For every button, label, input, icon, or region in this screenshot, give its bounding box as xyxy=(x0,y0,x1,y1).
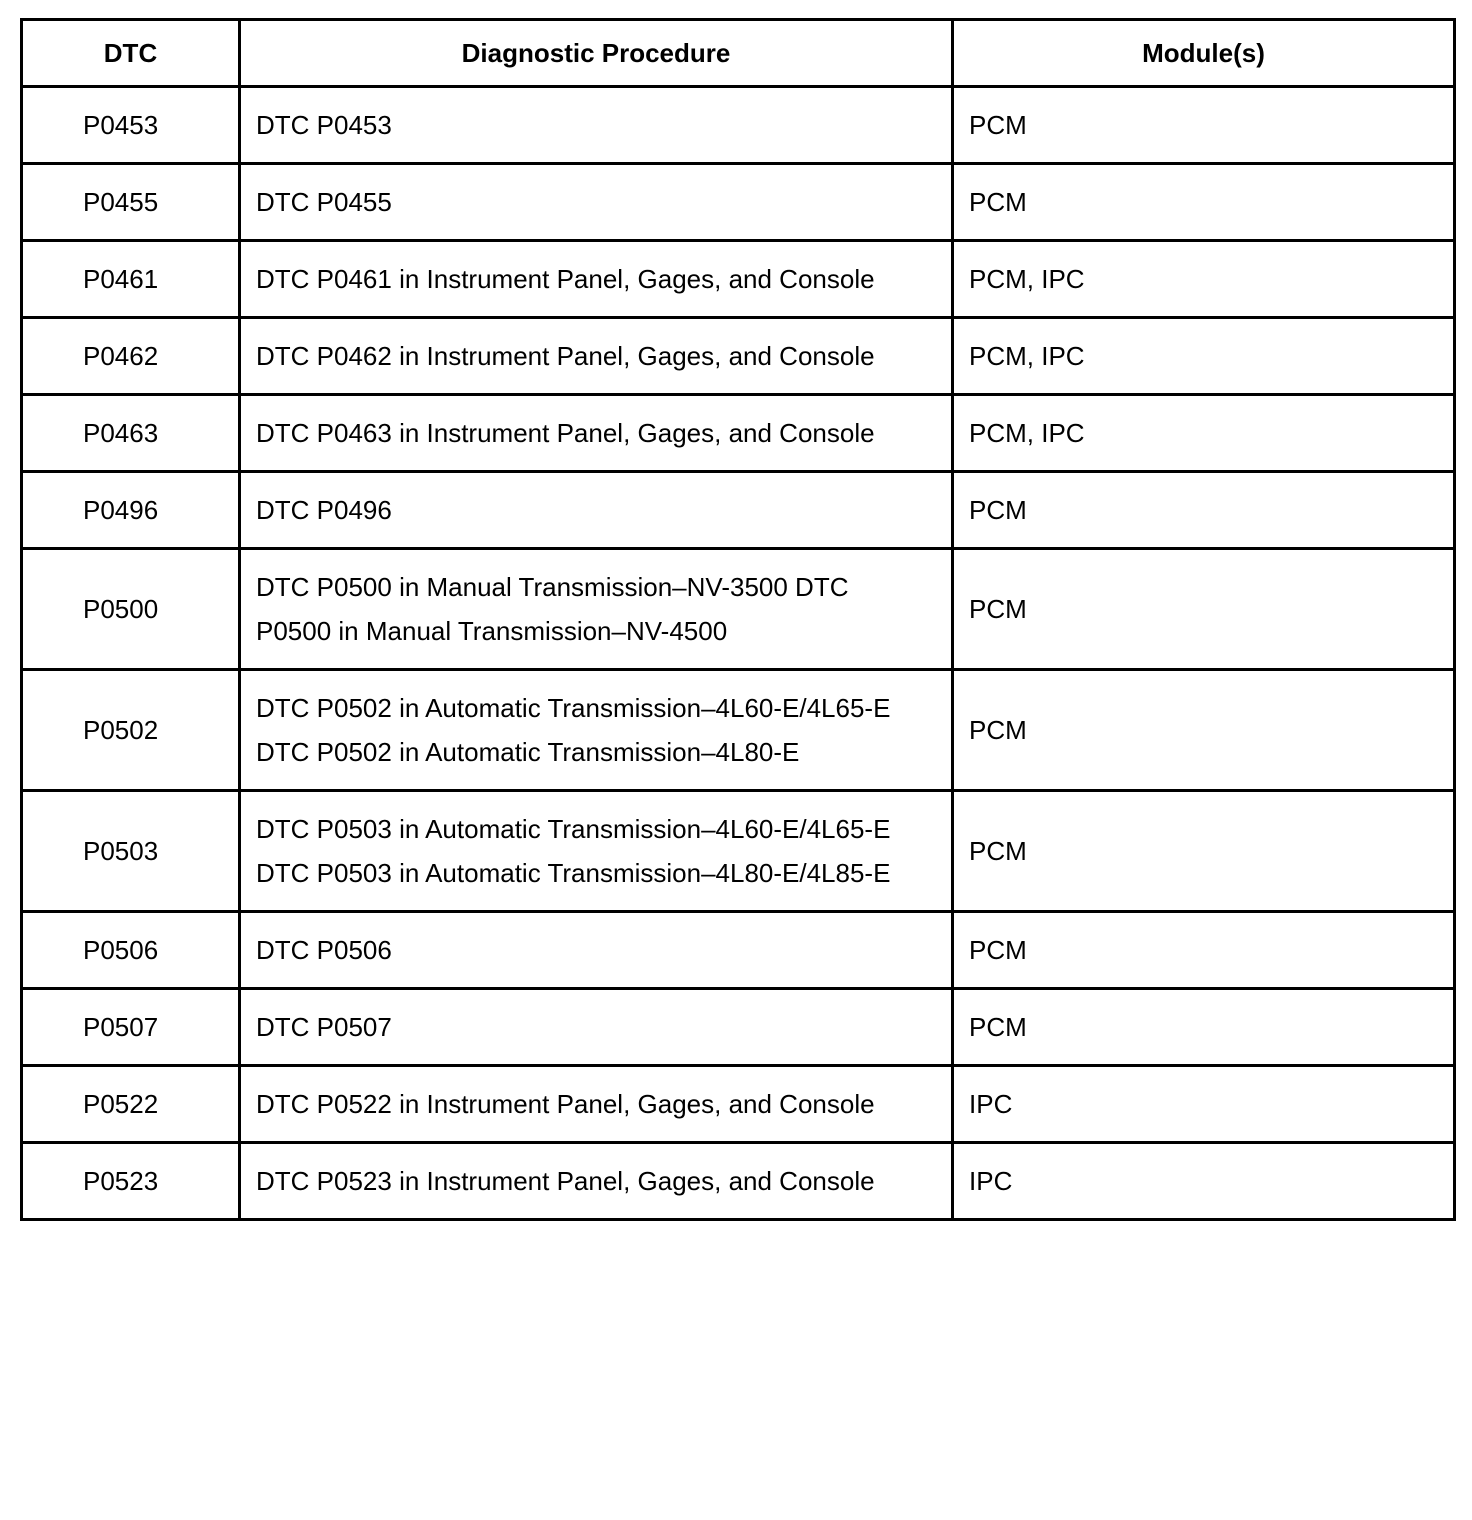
table-row xyxy=(22,670,1455,791)
table-row xyxy=(22,395,1455,472)
modules-cell: PCM, IPC xyxy=(953,395,1455,472)
table-row xyxy=(22,989,1455,1066)
modules-cell: PCM xyxy=(953,87,1455,164)
modules-cell: PCM, IPC xyxy=(953,318,1455,395)
header-row xyxy=(22,20,1455,87)
header-modules: Module(s) xyxy=(953,20,1455,87)
dtc-code-cell: P0455 xyxy=(22,164,240,241)
procedure-cell: DTC P0461 in Instrument Panel, Gages, and Console xyxy=(240,241,953,318)
table-row xyxy=(22,241,1455,318)
procedure-cell: DTC P0496 xyxy=(240,472,953,549)
dtc-code-cell: P0507 xyxy=(22,989,240,1066)
modules-cell: PCM xyxy=(953,989,1455,1066)
dtc-code-cell: P0523 xyxy=(22,1143,240,1220)
modules-cell: PCM xyxy=(953,791,1455,912)
dtc-code-cell: P0463 xyxy=(22,395,240,472)
procedure-cell: DTC P0502 in Automatic Transmission–4L60-E/4L65-E DTC P0502 in Automatic Transmission–4L80-E xyxy=(240,670,953,791)
dtc-code-cell: P0461 xyxy=(22,241,240,318)
dtc-code-cell: P0502 xyxy=(22,670,240,791)
modules-cell: PCM xyxy=(953,912,1455,989)
modules-cell: IPC xyxy=(953,1143,1455,1220)
table-row xyxy=(22,318,1455,395)
table-body xyxy=(22,87,1455,1220)
dtc-code-cell: P0453 xyxy=(22,87,240,164)
modules-cell: PCM xyxy=(953,670,1455,791)
modules-cell: PCM, IPC xyxy=(953,241,1455,318)
table-row xyxy=(22,1066,1455,1143)
procedure-cell: DTC P0463 in Instrument Panel, Gages, and Console xyxy=(240,395,953,472)
procedure-cell: DTC P0462 in Instrument Panel, Gages, and Console xyxy=(240,318,953,395)
dtc-code-cell: P0506 xyxy=(22,912,240,989)
dtc-code-cell: P0522 xyxy=(22,1066,240,1143)
procedure-cell: DTC P0455 xyxy=(240,164,953,241)
dtc-code-cell: P0496 xyxy=(22,472,240,549)
procedure-cell: DTC P0503 in Automatic Transmission–4L60-E/4L65-E DTC P0503 in Automatic Transmission–4L80-E/4L85-E xyxy=(240,791,953,912)
procedure-cell: DTC P0507 xyxy=(240,989,953,1066)
dtc-table xyxy=(20,18,1456,1221)
table-row xyxy=(22,87,1455,164)
modules-cell: PCM xyxy=(953,164,1455,241)
table-row xyxy=(22,472,1455,549)
modules-cell: PCM xyxy=(953,549,1455,670)
table-row xyxy=(22,164,1455,241)
modules-cell: IPC xyxy=(953,1066,1455,1143)
dtc-code-cell: P0462 xyxy=(22,318,240,395)
procedure-cell: DTC P0500 in Manual Transmission–NV-3500 DTC P0500 in Manual Transmission–NV-4500 xyxy=(240,549,953,670)
table-row xyxy=(22,912,1455,989)
procedure-cell: DTC P0506 xyxy=(240,912,953,989)
dtc-code-cell: P0503 xyxy=(22,791,240,912)
table-row xyxy=(22,791,1455,912)
dtc-code-cell: P0500 xyxy=(22,549,240,670)
modules-cell: PCM xyxy=(953,472,1455,549)
procedure-cell: DTC P0522 in Instrument Panel, Gages, and Console xyxy=(240,1066,953,1143)
header-diagnostic-procedure: Diagnostic Procedure xyxy=(240,20,953,87)
table-row xyxy=(22,549,1455,670)
table-row xyxy=(22,1143,1455,1220)
table-header xyxy=(22,20,1455,87)
procedure-cell: DTC P0523 in Instrument Panel, Gages, and Console xyxy=(240,1143,953,1220)
header-dtc: DTC xyxy=(22,20,240,87)
procedure-cell: DTC P0453 xyxy=(240,87,953,164)
